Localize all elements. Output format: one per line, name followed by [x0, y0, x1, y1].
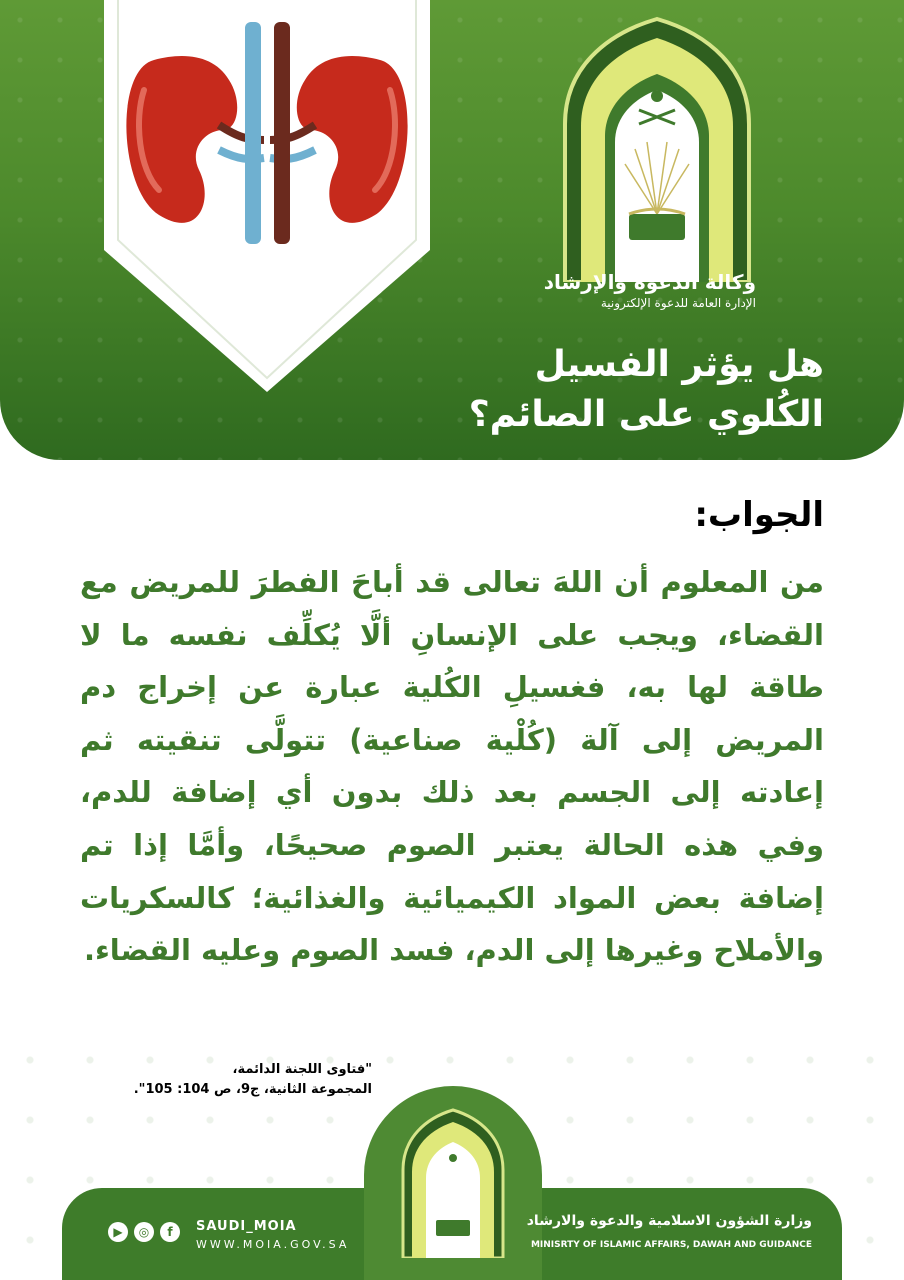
- title-line-2: الكُلوي على الصائم؟: [468, 394, 824, 435]
- vein: [245, 22, 261, 244]
- citation-line-1: "فتاوى اللجنة الدائمة،: [232, 1062, 372, 1077]
- page-title: [224, 340, 824, 440]
- answer-text: من المعلوم أن اللهَ تعالى قد أباحَ الفطرَ للمريض مع القضاء، ويجب على الإنسانِ ألَّا يُكلِّف نفسه ما لا طاقة لها به، فغسيلِ الكُلية عبارة عن إخراج دم المريض إلى آلة (كُلْية صناعية) تتولَّى تنقيته ثم إعادته إلى الجسم بعد ذلك بدون أي إضافة للدم، وفي هذه الحالة يعتبر الصوم صحيحًا، وأمَّا إذا تم إضافة بعض المواد الكيميائية والغذائية؛ كالسكريات والأملاح وغيرها إلى الدم، فسد الصوم وعليه القضاء.: [80, 565, 824, 968]
- ministry-name-ar: وزارة الشؤون الاسلامية والدعوة والارشاد: [526, 1213, 812, 1229]
- kidney-shield-graphic: [104, 0, 430, 392]
- artery: [274, 22, 290, 244]
- website-link[interactable]: WWW.MOIA.GOV.SA: [196, 1238, 350, 1251]
- title-line-1: هل يؤثر الفسيل: [534, 344, 824, 385]
- social-handle[interactable]: SAUDI_MOIA: [196, 1219, 297, 1234]
- footer-emblem: [398, 1108, 508, 1258]
- logo-name: وكالة الدعوة والإرشاد: [543, 270, 756, 294]
- ministry-emblem: [555, 14, 759, 282]
- citation-line-2: المجموعة الثانية، ج9، ص 104: 105".: [133, 1082, 372, 1097]
- answer-label: الجواب:: [694, 495, 824, 535]
- header-banner: [0, 0, 904, 460]
- facebook-icon[interactable]: f: [160, 1222, 180, 1242]
- ministry-name-en: MINISRTY OF ISLAMIC AFFAIRS, DAWAH AND GUIDANCE: [530, 1240, 812, 1250]
- social-icons: [108, 1222, 180, 1242]
- logo-subtitle: الإدارة العامة للدعوة الإلكترونية: [600, 296, 756, 310]
- instagram-icon[interactable]: ◎: [134, 1222, 154, 1242]
- youtube-icon[interactable]: ▶: [108, 1222, 128, 1242]
